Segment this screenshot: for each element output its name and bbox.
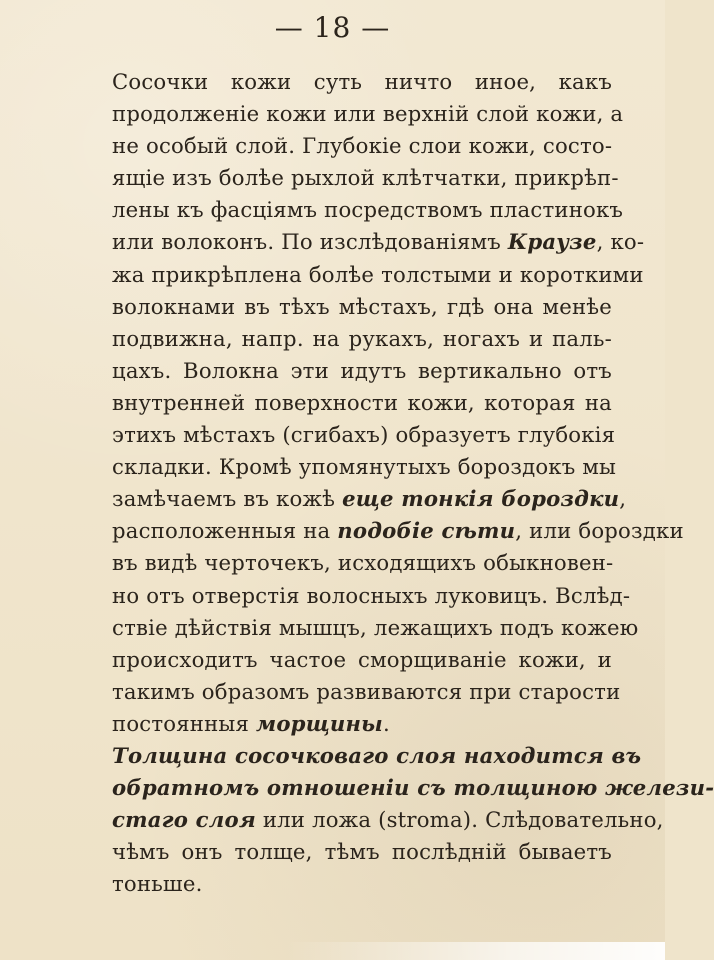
paragraph-2-line-2 [112,772,714,804]
paragraph-2 [112,740,714,900]
paragraph-1-line-11-segment-1: внутренней поверхности кожи, которая на [112,389,612,415]
paragraph-1-line-15-segment-1: расположенныя на [112,518,338,544]
paragraph-1-line-7 [112,259,644,291]
paragraph-1-line-20-segment-1: такимъ образомъ развиваются при старости [112,678,621,704]
paragraph-1-line-3-segment-1: не особый слой. Глубокіе слои кожи, состо- [112,133,613,159]
scan-edge [285,942,665,960]
paragraph-1-line-6 [112,226,645,258]
paragraph-1-line-20 [112,676,621,708]
paragraph-1-line-14-segment-3: , [619,486,627,512]
paragraph-2-line-1 [112,740,642,772]
paragraph-2-line-5-segment-1: тоньше. [112,871,203,897]
paragraph-1-line-3 [112,130,612,162]
paragraph-1-line-4-segment-1: ящіе изъ болѣе рыхлой клѣтчатки, прикрѣп- [112,165,619,191]
paragraph-1-line-14-segment-2: еще тонкія бороздки [342,486,620,512]
paragraph-1-line-16-segment-1: въ видѣ черточекъ, исходящихъ обыкновен- [112,550,614,576]
paragraph-1-line-17 [112,580,631,612]
paragraph-1-line-9 [112,323,612,355]
paragraph-2-line-5 [112,868,612,900]
page-text [112,66,714,900]
paragraph-2-line-3-segment-2: или ложа (stroma). Слѣдовательно, [255,807,664,833]
paragraph-1-line-11 [112,387,612,419]
paragraph-1-line-6-segment-2: Краузе [507,229,597,255]
paragraph-1-line-5 [112,194,624,226]
paragraph-2-line-4-segment-1: чѣмъ онъ толще, тѣмъ послѣдній бываетъ [112,839,612,865]
paragraph-1-line-9-segment-1: подвижна, напр. на рукахъ, ногахъ и паль- [112,325,612,351]
paragraph-1-line-21 [112,708,612,740]
paragraph-1-line-8-segment-1: волокнами въ тѣхъ мѣстахъ, гдѣ она менѣе [112,293,612,319]
paragraph-1-line-13 [112,451,617,483]
paragraph-1-line-18-segment-1: ствіе дѣйствія мышцъ, лежащихъ подъ кожею [112,614,639,640]
paragraph-1-line-21-segment-1: постоянныя [112,710,256,736]
paragraph-1-line-15 [112,515,684,547]
paragraph-1-line-1 [112,66,612,98]
paragraph-2-line-3-segment-1: стаго слоя [112,807,256,833]
paragraph-1-line-16 [112,547,612,579]
paragraph-1-line-1-segment-1: Сосочки кожи суть ничто иное, какъ [112,69,612,94]
paragraph-1-line-15-segment-2: подобіе сѣти [337,518,516,544]
paragraph-2-line-1-segment-1: Толщина сосочковаго слоя находится въ [112,742,642,768]
paragraph-1-line-17-segment-1: но отъ отверстія волосныхъ луковицъ. Вслѣд- [112,582,631,608]
paragraph-1-line-13-segment-1: складки. Кромѣ упомянутыхъ бороздокъ мы [112,454,617,480]
paragraph-1-line-2 [112,98,624,130]
paragraph-2-line-2-segment-1: обратномъ отношеніи съ толщиною желези- [112,775,714,801]
paragraph-1-line-18 [112,612,639,644]
paragraph-1-line-2-segment-1: продолженіе кожи или верхній слой кожи, а [112,101,624,127]
paragraph-1-line-8 [112,291,612,323]
paragraph-1 [112,66,684,740]
paragraph-2-line-3 [112,804,664,836]
paragraph-1-line-15-segment-3: , или бороздки [515,518,684,544]
paragraph-1-line-14 [112,483,627,515]
paragraph-1-line-6-segment-3: , ко- [596,229,645,255]
paragraph-2-line-4 [112,836,612,868]
paragraph-1-line-7-segment-1: жа прикрѣплена болѣе толстыми и короткими [112,261,644,287]
paragraph-1-line-12 [112,419,616,451]
paragraph-1-line-19 [112,644,612,676]
paragraph-1-line-21-segment-2: морщины [256,710,383,736]
paragraph-1-line-14-segment-1: замѣчаемъ въ кожѣ [112,486,343,512]
paragraph-1-line-5-segment-1: лены къ фасціямъ посредствомъ пластинокъ [112,197,624,223]
page-number-header: — 18 — [274,11,391,44]
paragraph-1-line-12-segment-1: этихъ мѣстахъ (сгибахъ) образуетъ глубокія [112,422,616,448]
paragraph-1-line-21-segment-3: . [382,710,390,736]
paragraph-1-line-4 [112,162,619,194]
paragraph-1-line-6-segment-1: или волоконъ. По изслѣдованіямъ [112,229,508,255]
paragraph-1-line-10-segment-1: цахъ. Волокна эти идутъ вертикально отъ [112,357,612,383]
paragraph-1-line-10 [112,355,612,387]
paragraph-1-line-19-segment-1: происходитъ частое сморщиваніе кожи, и [112,646,612,672]
